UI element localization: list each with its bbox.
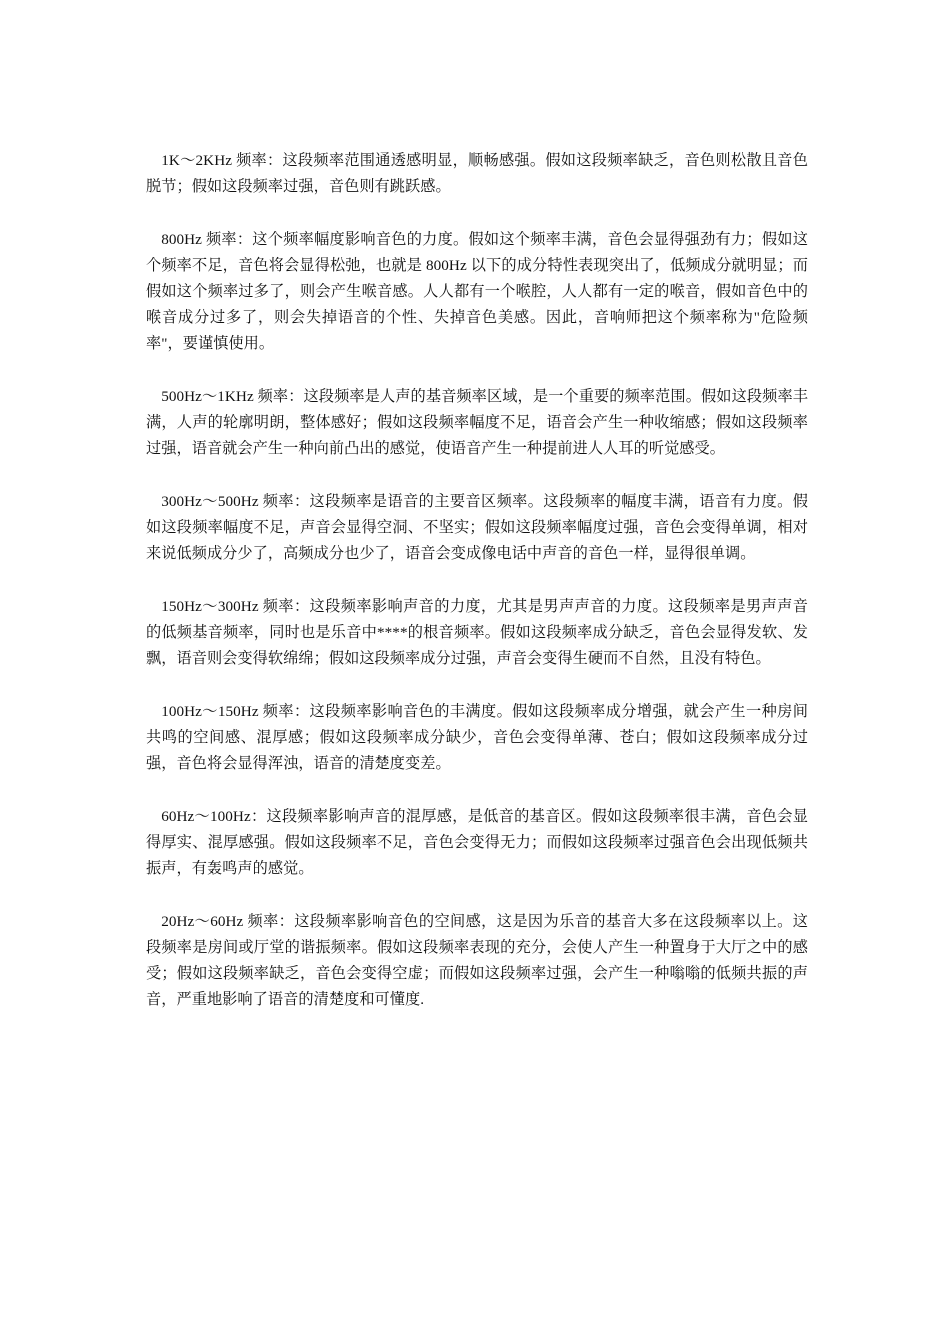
paragraph-300hz-500hz: 300Hz～500Hz 频率：这段频率是语音的主要音区频率。这段频率的幅度丰满，语音有力度。假如这段频率幅度不足，声音会显得空洞、不坚实；假如这段频率幅度过强，音色会变得单调，相对来说低频成分少了，高频成分也少了，语音会变成像电话中声音的音色一样，显得很单调。 <box>146 493 808 562</box>
paragraph-500hz-1khz: 500Hz～1KHz 频率：这段频率是人声的基音频率区域，是一个重要的频率范围。假如这段频率丰满，人声的轮廓明朗，整体感好；假如这段频率幅度不足，语音会产生一种收缩感；假如这段频率过强，语音就会产生一种向前凸出的感觉，使语音产生一种提前进人人耳的听觉感受。 <box>146 388 808 457</box>
paragraph-1k-2khz: 1K～2KHz 频率：这段频率范围通透感明显，顺畅感强。假如这段频率缺乏，音色则松散且音色脱节；假如这段频率过强，音色则有跳跃感。 <box>146 152 808 195</box>
paragraph-100hz-150hz: 100Hz～150Hz 频率：这段频率影响音色的丰满度。假如这段频率成分增强，就会产生一种房间共鸣的空间感、混厚感；假如这段频率成分缺少，音色会变得单薄、苍白；假如这段频率成分过强，音色将会显得浑浊，语音的清楚度变差。 <box>146 703 808 772</box>
paragraph-150hz-300hz: 150Hz～300Hz 频率：这段频率影响声音的力度，尤其是男声声音的力度。这段频率是男声声音的低频基音频率，同时也是乐音中****的根音频率。假如这段频率成分缺乏，音色会显得发软、发飘，语音则会变得软绵绵；假如这段频率成分过强，声音会变得生硬而不自然，且没有特色。 <box>146 598 808 667</box>
document-body <box>146 148 808 1040</box>
paragraph-60hz-100hz: 60Hz～100Hz：这段频率影响声音的混厚感，是低音的基音区。假如这段频率很丰满，音色会显得厚实、混厚感强。假如这段频率不足，音色会变得无力；而假如这段频率过强音色会出现低频共振声，有轰鸣声的感觉。 <box>146 808 808 877</box>
paragraph-800hz: 800Hz 频率：这个频率幅度影响音色的力度。假如这个频率丰满，音色会显得强劲有力；假如这个频率不足，音色将会显得松弛，也就是 800Hz 以下的成分特性表现突出了，低频成分就明显；而假如这个频率过多了，则会产生喉音感。人人都有一个喉腔，人人都有一定的喉音，假如音色中的喉音成分过多了，则会失掉语音的个性、失掉音色美感。因此，音响师把这个频率称为"危险频率"，要谨慎使用。 <box>146 231 808 352</box>
paragraph-20hz-60hz: 20Hz～60Hz 频率：这段频率影响音色的空间感，这是因为乐音的基音大多在这段频率以上。这段频率是房间或厅堂的谐振频率。假如这段频率表现的充分，会使人产生一种置身于大厅之中的感受；假如这段频率缺乏，音色会变得空虚；而假如这段频率过强，会产生一种嗡嗡的低频共振的声音，严重地影响了语音的清楚度和可懂度. <box>146 913 808 1008</box>
